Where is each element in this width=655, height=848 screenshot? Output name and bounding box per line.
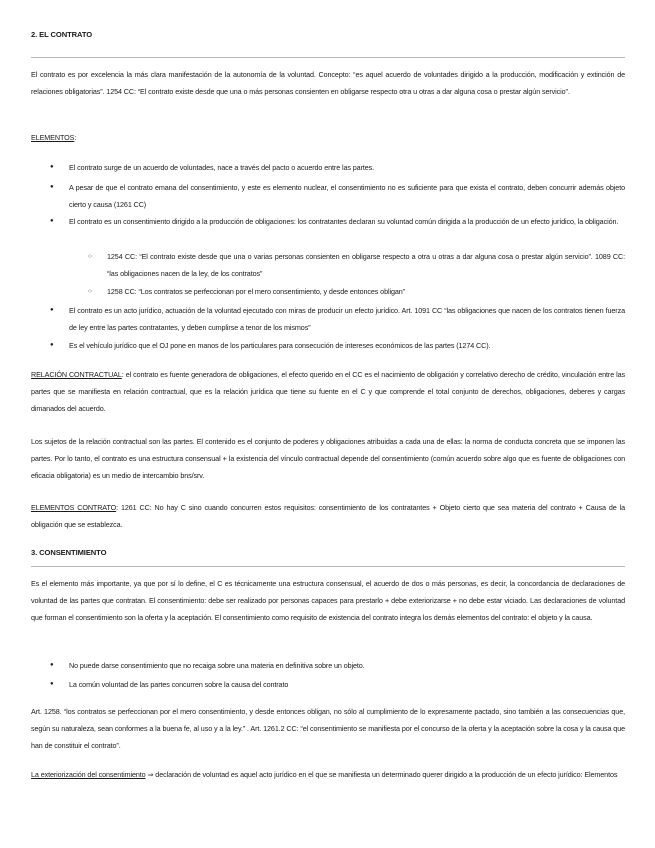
section-divider <box>31 57 625 58</box>
exteriorizacion-paragraph <box>31 766 625 783</box>
list-item: ● La común voluntad de las partes concurren sobre la causa del contrato <box>69 676 625 693</box>
sub-list-item: ○ 1254 CC: “El contrato existe desde que una o varias personas consienten en obligarse respecto a otra u otras a dar alguna cosa o prestar algún servicio”. 1089 CC: “las obligaciones nacen de la ley, de los contratos” <box>107 248 625 282</box>
elementos-contrato-text: : 1261 CC: No hay C sino cuando concurren estos requisitos: consentimiento de los contratantes + Objeto cierto que sea materia del contrato + Causa de la obligación que se establezca. <box>31 503 625 529</box>
exteriorizacion-label: La exteriorización del consentimiento <box>31 770 146 779</box>
section-divider <box>31 566 625 567</box>
list-item: ● A pesar de que el contrato emana del consentimiento, y este es elemento nuclear, el consentimiento no es suficiente para que exista el contrato, deben concurrir además objeto cierto y causa (1261 CC) <box>69 179 625 213</box>
relacion-contractual-label: RELACIÓN CONTRACTUAL <box>31 370 122 379</box>
elementos-contrato-paragraph <box>31 499 625 533</box>
implies-arrow-icon: ⇒ <box>147 770 154 779</box>
list-item: ● El contrato es un acto jurídico, actuación de la voluntad ejecutado con miras de producir un efecto jurídico. Art. 1091 CC “las obligaciones que nacen de los contratos tienen fuerza de ley entre las partes contratantes, y deben cumplirse a tenor de los mismos” <box>69 302 625 336</box>
exteriorizacion-text: declaración de voluntad es aquel acto jurídico en el que se manifiesta un determinado querer dirigido a la producción de un efecto jurídico: Elementos <box>153 770 618 779</box>
consentimiento-intro-paragraph: Es el elemento más importante, ya que por sí lo define, el C es técnicamente una estructura consensual, el acuerdo de dos o más personas, es decir, la concordancia de declaraciones de voluntad de las partes que contratan. El consentimiento: debe ser realizado por personas capaces para prestarlo + debe exteriorizarse + no debe estar viciado. Las declaraciones de voluntad que forman el consentimiento son la oferta y la aceptación. El consentimiento como requisito de existencia del contrato integra los demás elementos del contrato: el objeto y la causa. <box>31 579 625 622</box>
list-item: ● El contrato es un consentimiento dirigido a la producción de obligaciones: los contratantes declaran su voluntad común dirigida a la producción de un efecto jurídico, la obligación. <box>69 213 625 230</box>
section-heading-contrato: 2. EL CONTRATO <box>31 30 93 39</box>
contrato-intro-paragraph: El contrato es por excelencia la más clara manifestación de la autonomía de la voluntad. Concepto: “es aquel acuerdo de voluntades dirigido a la producción, modificación y extinción de relaciones obligatorias”. 1254 CC: “El contrato existe desde que una o más personas consienten en obligarse respecto otra u otras a dar alguna cosa o prestar algún servicio”. <box>31 70 625 96</box>
relacion-contractual-paragraph <box>31 366 625 417</box>
art-1258-paragraph: Art. 1258. “los contratos se perfeccionan por el mero consentimiento, y desde entonces obligan, no sólo al cumplimiento de lo expresamente pactado, sino también a las consecuencias que, según su naturaleza, sean conformes a la buena fe, al uso y a la ley.” . Art. 1261.2 CC: “el consentimiento se manifiesta por el concurso de la oferta y la aceptación sobre la cosa y la causa que han de constituir el contrato”. <box>31 707 625 750</box>
elementos-contrato-label: ELEMENTOS CONTRATO <box>31 503 117 512</box>
list-item: ● No puede darse consentimiento que no recaiga sobre una materia en definitiva sobre un objeto. <box>69 657 625 674</box>
list-item: ● El contrato surge de un acuerdo de voluntades, nace a través del pacto o acuerdo entre las partes. <box>69 159 625 176</box>
sujetos-paragraph: Los sujetos de la relación contractual son las partes. El contenido es el conjunto de poderes y obligaciones atribuidas a cada una de ellas: la norma de conducta concreta que se imponen las partes. Por lo tanto, el contrato es una estructura consensual + la existencia del vínculo contractual depende del consentimiento (común acuerdo sobre algo que es fuente de obligaciones con eficacia obligatoria) es un medio de intercambio bns/srv. <box>31 437 625 480</box>
elementos-label: ELEMENTOS <box>31 133 75 142</box>
relacion-contractual-text: : el contrato es fuente generadora de obligaciones, el efecto querido en el CC es el nacimiento de obligación y correlativo derecho de crédito, vinculación entre las partes que se manifiesta en relación contractual, que es la relación jurídica que tiene su fuente en el C y que comprende el total conjunto de derechos, obligaciones, deberes y cargas dimanados del acuerdo. <box>31 370 625 413</box>
section-heading-consentimiento: 3. CONSENTIMIENTO <box>31 548 107 557</box>
list-item: ● Es el vehículo jurídico que el OJ pone en manos de los particulares para consecución de intereses económicos de las partes (1274 CC). <box>69 337 625 354</box>
elementos-colon: : <box>74 133 77 142</box>
sub-list-item: ○ 1258 CC: “Los contratos se perfeccionan por el mero consentimiento, y desde entonces obligan” <box>107 283 625 300</box>
elementos-label-line <box>31 129 625 146</box>
